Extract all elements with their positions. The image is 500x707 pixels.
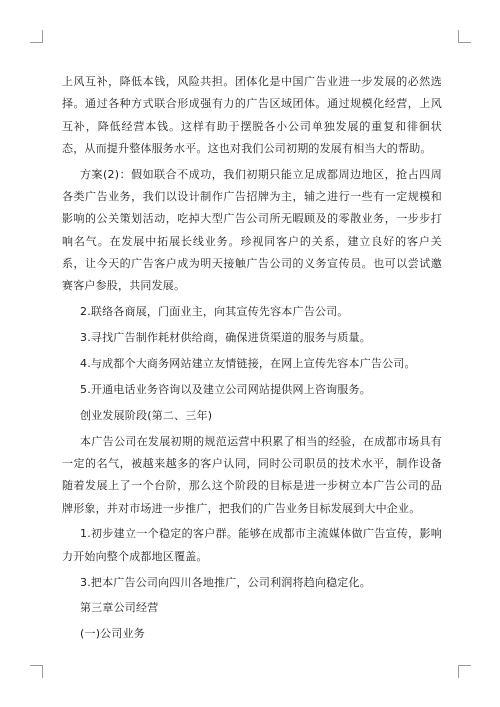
list-item-stage-1: 1.初步建立一个稳定的客户群。能够在成都市主流媒体做广告宣传，影响力开始向整个成都地区覆盖。 (62, 527, 442, 563)
corner-mark-top-right (458, 30, 471, 43)
document-body (62, 71, 442, 649)
corner-mark-bottom-left (30, 665, 43, 678)
section-heading-stage: 创业发展阶段(第二、三年) (80, 408, 213, 422)
list-item-2: 2.联络各商展，门面业主，向其宣传先容本广告公司。 (80, 305, 349, 319)
list-item-stage-3: 3.把本广告公司向四川各地推广，公司利润将趋向稳定化。 (80, 575, 371, 589)
list-item-4: 4.与成都个大商务网站建立友情链接，在网上宣传先容本广告公司。 (80, 356, 416, 370)
list-item-5: 5.开通电话业务咨询以及建立公司网站提供网上咨询服务。 (80, 382, 371, 396)
corner-mark-bottom-right (458, 665, 471, 678)
list-item-3: 3.寻找广告制作耗材供给商，确保进货渠道的服务与质量。 (80, 331, 371, 345)
corner-mark-top-left (30, 30, 43, 43)
paragraph-2: 方案(2)：假如联合不成功，我们初期只能立足成都周边地区，抢占四周各类广告业务，我们以设计制作广告招牌为主，辅之进行一些有一定规模和影响的公关策划活动，吃掉大型广告公司所无暇顾及的零散业务，一步步打响名气。在发展中拓展长线业务。珍视同客户的关系，建立良好的客户关系，让今天的广告客户成为明天接触广告公司的义务宣传员。也可以尝试邀赛客户参股，共同发展。 (62, 167, 442, 293)
chapter-heading: 第三章公司经营 (80, 601, 159, 615)
subsection-heading: (一)公司业务 (80, 627, 145, 641)
paragraph-1: 上风互补，降低本钱，风险共担。团体化是中国广告业进一步发展的必然选择。通过各种方式联合形成强有力的广告区域团体。通过规模化经营，上风互补，降低经营本钱。这样有助于摆脱各小公司单独发展的重复和徘徊状态，从而提升整体服务水平。这也对我们公司初期的发展有相当大的帮助。 (62, 75, 442, 155)
paragraph-stage-description: 本广告公司在发展初期的规范运营中积累了相当的经验，在成都市场具有一定的名气，被越来越多的客户认同，同时公司职员的技术水平，制作设备随着发展上了一个台阶，那么这个阶段的目标是进一步树立本广告公司的品牌形象，并对市场进一步推广，把我们的广告业务目标发展到大中企业。 (62, 434, 442, 515)
